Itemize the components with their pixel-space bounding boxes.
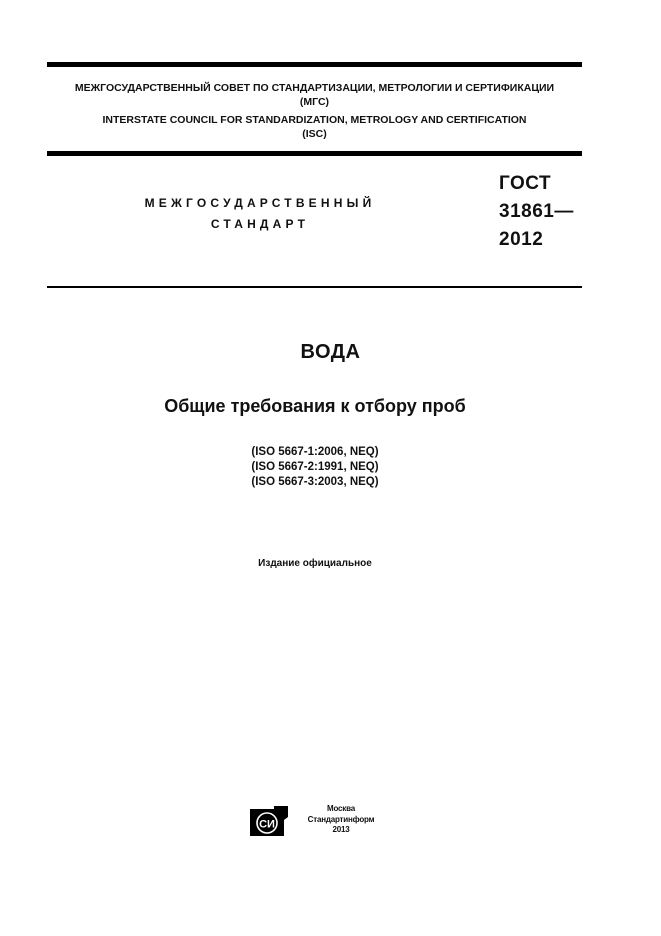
gost-prefix: ГОСТ: [499, 173, 552, 194]
iso-reference: (ISO 5667-2:1991, NEQ): [251, 461, 379, 473]
council-name-ru: [47, 81, 582, 109]
council-name-en: [47, 113, 582, 141]
council-abbr-en: (ISC): [302, 128, 327, 140]
iso-reference: (ISO 5667-3:2003, NEQ): [251, 476, 379, 488]
publisher-city: Москва: [327, 804, 355, 813]
top-rule: [47, 62, 582, 67]
bottom-rule: [47, 286, 582, 288]
logo-text: СИ: [259, 818, 275, 831]
middle-rule: [47, 151, 582, 156]
publisher-name: Стандартинформ: [307, 814, 375, 824]
standard-type: [100, 193, 420, 235]
document-subtitle: Общие требования к отбору проб: [164, 396, 466, 416]
iso-references: [0, 445, 630, 490]
publisher-year: 2013: [332, 825, 350, 834]
publisher-info: [296, 804, 386, 836]
gost-number: 31861—: [499, 201, 574, 222]
standartinform-logo-icon: [250, 805, 290, 837]
standard-type-line2: СТАНДАРТ: [210, 217, 310, 231]
iso-reference: (ISO 5667-1:2006, NEQ): [251, 446, 379, 458]
edition-label: Издание официальное: [258, 558, 372, 569]
document-title: ВОДА: [300, 341, 361, 363]
council-name-ru-line: МЕЖГОСУДАРСТВЕННЫЙ СОВЕТ ПО СТАНДАРТИЗАЦИИ, МЕТРОЛОГИИ И СЕРТИФИКАЦИИ: [74, 82, 555, 94]
standard-type-line1: МЕЖГОСУДАРСТВЕННЫЙ: [144, 196, 376, 210]
gost-year: 2012: [499, 229, 544, 250]
council-name-en-line: INTERSTATE COUNCIL FOR STANDARDIZATION, METROLOGY AND CERTIFICATION: [102, 114, 527, 126]
gost-designation: [499, 170, 574, 254]
council-abbr-ru: (МГС): [299, 96, 330, 108]
